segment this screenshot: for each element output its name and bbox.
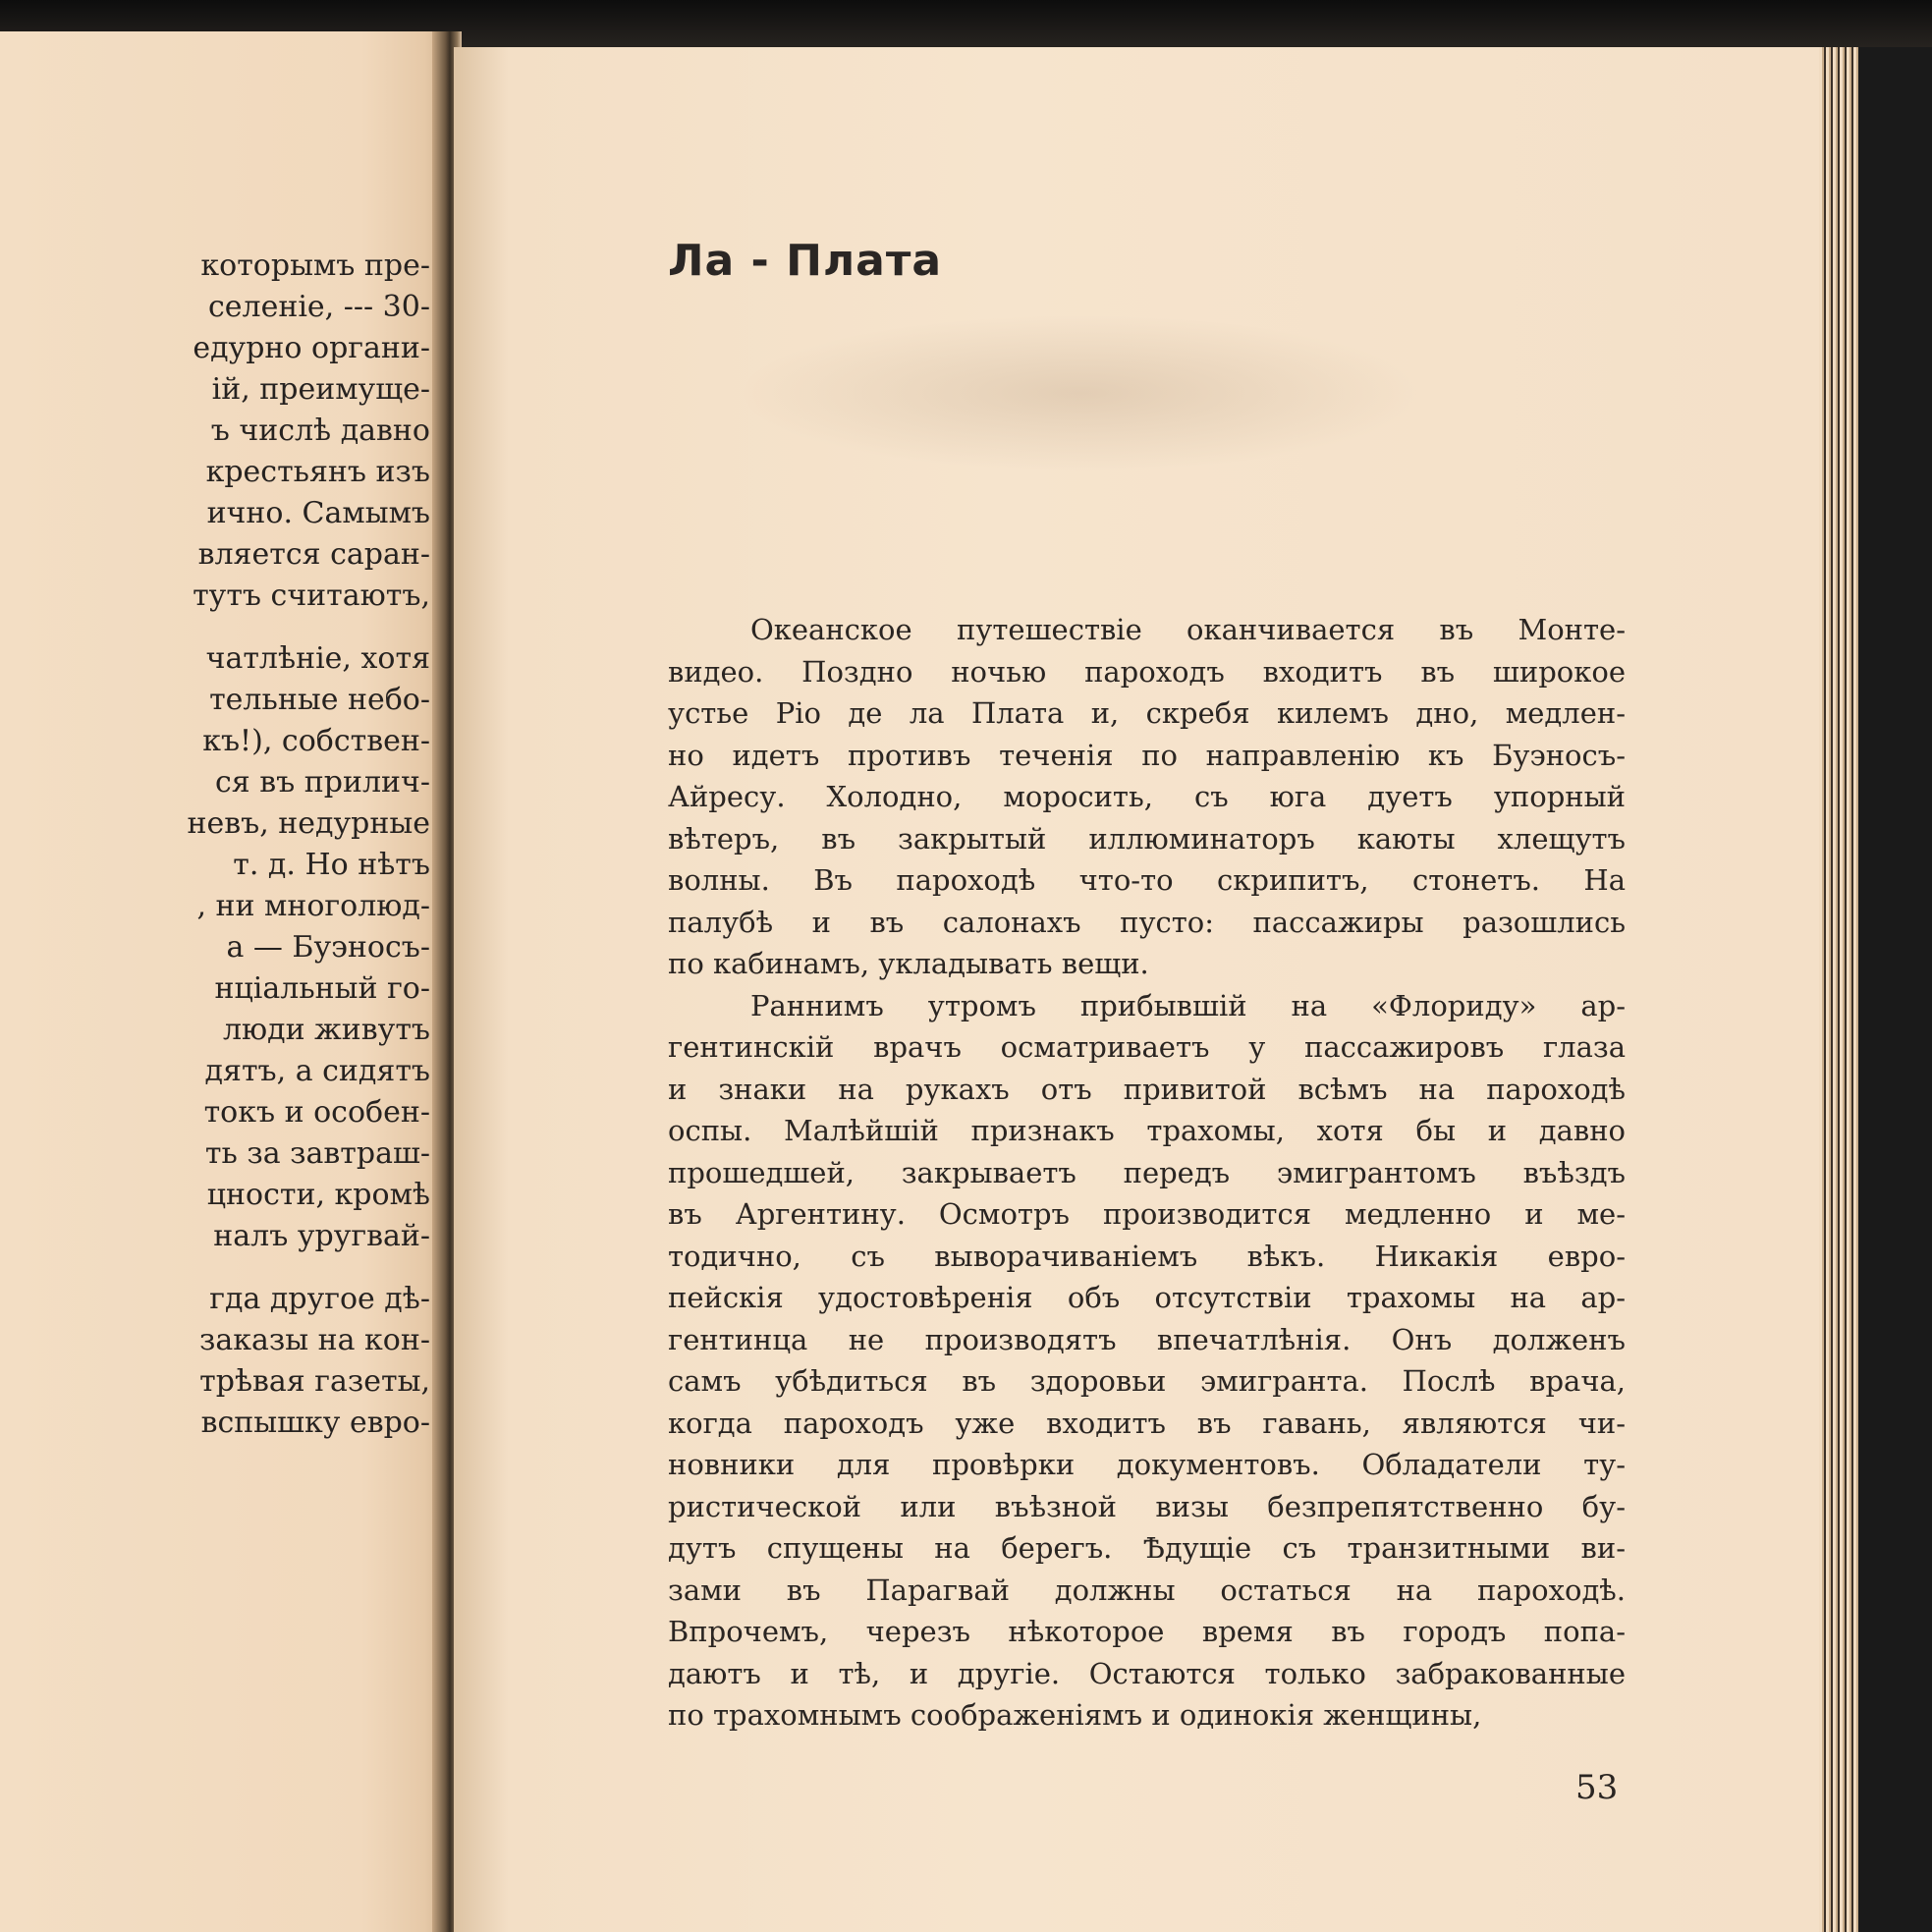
text-line: ристической или въѣзной визы безпрепятственно бу- <box>668 1489 1626 1523</box>
text-line: нціальный го- <box>214 971 430 1006</box>
text-line: устье Ріо де ла Плата и, скребя килемъ дно, медлен- <box>668 696 1626 730</box>
text-line: оспы. Малѣйшій признакъ трахомы, хотя бы и давно <box>668 1114 1626 1147</box>
text-line: гентинскій врачъ осматриваетъ у пассажировъ глаза <box>668 1030 1626 1064</box>
page-smudge <box>737 314 1424 471</box>
text-line: палубѣ и въ салонахъ пусто: пассажиры разошлись <box>668 905 1626 939</box>
text-line: тельные небо- <box>209 683 430 717</box>
text-line: токъ и особен- <box>203 1095 430 1130</box>
text-line: налъ уругвай- <box>213 1219 430 1253</box>
text-line: зами въ Парагвай должны остаться на пароходѣ. <box>668 1573 1626 1607</box>
text-line: Впрочемъ, черезъ нѣкоторое время въ городъ попа- <box>668 1615 1626 1648</box>
text-line: трѣвая газеты, <box>199 1364 430 1399</box>
text-line: дутъ спущены на берегъ. Ѣдущіе съ транзитными ви- <box>668 1531 1626 1565</box>
text-line: гда другое дѣ- <box>209 1282 430 1316</box>
text-line: пейскія удостовѣренія объ отсутствіи трахомы на ар- <box>668 1281 1626 1314</box>
page-edges <box>1819 47 1858 1932</box>
text-line: ій, преимуще- <box>211 372 430 407</box>
text-line: невъ, недурные <box>187 806 430 841</box>
chapter-title: Ла - Плата <box>668 236 943 286</box>
text-line: вляется саран- <box>197 537 430 572</box>
text-line: прошедшей, закрываетъ передъ эмигрантомъ въѣздъ <box>668 1155 1626 1189</box>
text-line: тутъ считаютъ, <box>193 579 430 613</box>
text-line: люди живутъ <box>223 1013 430 1047</box>
paragraph <box>668 609 1626 985</box>
text-line: по трахомнымъ соображеніямъ и одинокія женщины, <box>668 1698 1482 1732</box>
text-line: Айресу. Холодно, моросить, съ юга дуетъ упорный <box>668 780 1626 813</box>
text-line: гентинца не производятъ впечатлѣнія. Онъ долженъ <box>668 1322 1626 1356</box>
text-line: вѣтеръ, въ закрытый иллюминаторъ каюты хлещутъ <box>668 821 1626 856</box>
text-line: заказы на кон- <box>198 1323 430 1357</box>
text-line: цности, кромѣ <box>206 1178 430 1212</box>
text-line: и знаки на рукахъ отъ привитой всѣмъ на пароходѣ <box>668 1072 1626 1106</box>
text-line: когда пароходъ уже входитъ въ гавань, являются чи- <box>668 1406 1626 1440</box>
paragraph-gap <box>0 1257 430 1279</box>
text-line: вспышку евро- <box>200 1406 430 1440</box>
right-page-text <box>668 609 1626 1737</box>
text-line: новники для провѣрки документовъ. Обладатели ту- <box>668 1448 1626 1481</box>
text-line: селеніе, --- 30- <box>207 290 430 324</box>
background-right-edge <box>1858 47 1932 1932</box>
text-line: ть за завтраш- <box>204 1136 430 1171</box>
text-line: , ни многолюд- <box>196 889 430 923</box>
text-line: ся въ прилич- <box>215 765 430 800</box>
text-line: чатлѣніе, хотя <box>205 641 430 676</box>
text-line: волны. Въ пароходѣ что-то скрипитъ, стонетъ. На <box>668 863 1626 897</box>
text-line: по кабинамъ, укладывать вещи. <box>668 947 1149 980</box>
text-line: ично. Самымъ <box>206 496 430 530</box>
paragraph-gap <box>0 617 430 638</box>
text-line: т. д. Но нѣтъ <box>233 848 430 882</box>
text-line: тодично, съ выворачиваніемъ вѣкъ. Никакія евро- <box>668 1239 1626 1273</box>
page-number: 53 <box>1575 1768 1619 1807</box>
text-line: а — Буэносъ- <box>226 930 430 965</box>
text-line: которымъ пре- <box>200 248 430 283</box>
text-line: но идетъ противъ теченія по направленію къ Буэносъ- <box>668 738 1626 772</box>
text-line: крестьянъ изъ <box>205 455 430 489</box>
text-line: въ Аргентину. Осмотръ производится медленно и ме- <box>668 1197 1626 1231</box>
text-line: даютъ и тѣ, и другіе. Остаются только забракованные <box>668 1656 1626 1690</box>
text-line: самъ убѣдиться въ здоровьи эмигранта. Послѣ врача, <box>668 1364 1626 1398</box>
text-line: видео. Поздно ночью пароходъ входитъ въ широкое <box>668 654 1626 689</box>
text-line: ъ числѣ давно <box>210 414 430 448</box>
text-line: едурно органи- <box>193 331 430 365</box>
text-line: дятъ, а сидятъ <box>204 1054 430 1088</box>
left-page-text <box>0 246 430 1444</box>
text-line: Раннимъ утромъ прибывшій на «Флориду» ар- <box>750 988 1626 1022</box>
text-line: Океанское путешествіе оканчивается въ Монте- <box>750 613 1626 646</box>
text-line: къ!), собствен- <box>202 724 430 758</box>
left-page <box>0 31 452 1932</box>
paragraph <box>668 985 1626 1737</box>
